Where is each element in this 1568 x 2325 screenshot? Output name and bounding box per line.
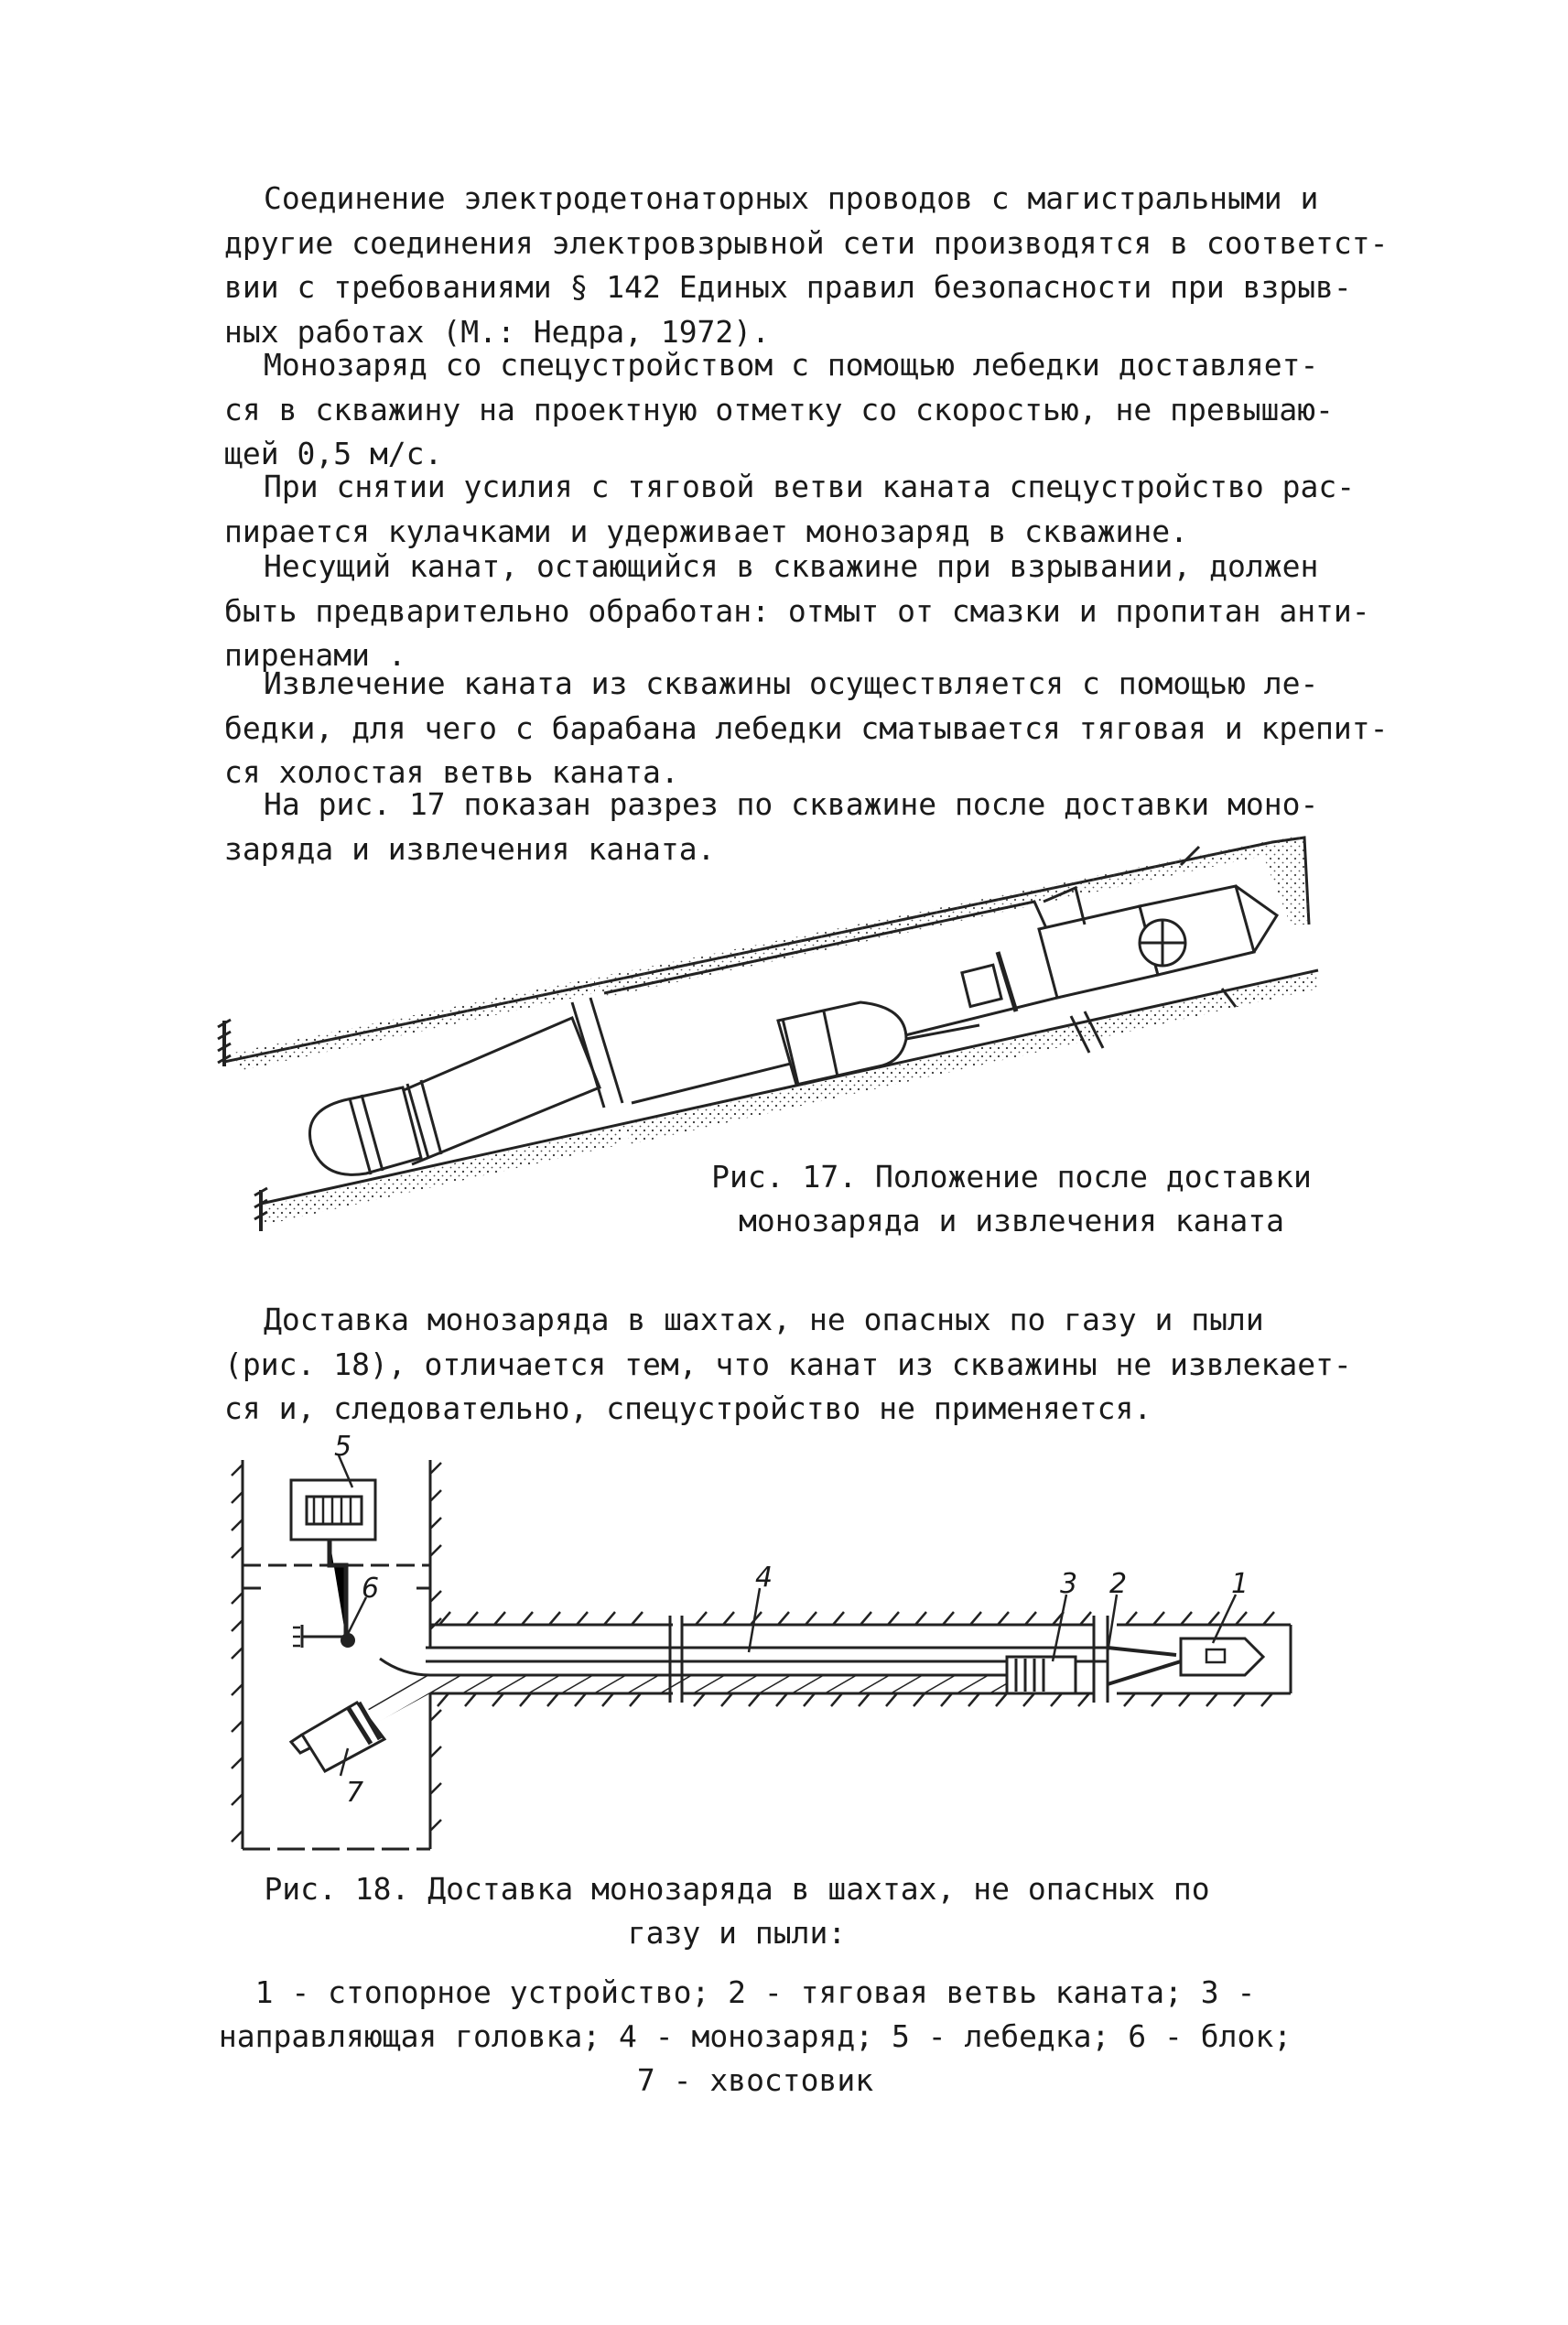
text-line: пиренами .: [224, 637, 406, 673]
text-line: ся и, следовательно, спецустройство не применяется.: [224, 1390, 1152, 1426]
text-line: ся в скважину на проектную отметку со скоростью, не превышаю-: [224, 391, 1334, 427]
fig18-legend-line2: направляющая головка; 4 - монозаряд; 5 - лебедка; 6 - блок;: [218, 2018, 1292, 2054]
text-line: Монозаряд со спецустройством с помощью лебедки доставляет-: [264, 347, 1319, 383]
text-line: (рис. 18), отличается тем, что канат из скважины не извлекает-: [224, 1346, 1352, 1382]
text-line: заряда и извлечения каната.: [224, 830, 716, 867]
text-line: Доставка монозаряда в шахтах, не опасных по газу и пыли: [264, 1302, 1264, 1337]
fig17-caption-line2: монозаряда и извлечения каната: [738, 1203, 1285, 1238]
text-line: ных работах (М.: Недра, 1972).: [224, 313, 771, 350]
label-6: 6: [362, 1573, 380, 1605]
fig18-caption-line2: газу и пыли:: [627, 1915, 847, 1951]
text-line: Несущий канат, остающийся в скважине при взрывании, должен: [264, 548, 1319, 584]
label-4: 4: [755, 1562, 773, 1594]
text-line: щей 0,5 м/с.: [224, 436, 443, 471]
text-line: другие соединения электровзрывной сети производятся в соответст-: [224, 224, 1389, 261]
label-1: 1: [1231, 1568, 1249, 1600]
text-line: При снятии усилия с тяговой ветви каната спецустройство рас-: [264, 469, 1356, 504]
label-2: 2: [1109, 1568, 1128, 1600]
text-line: Соединение электродетонаторных проводов с магистральными и: [264, 180, 1319, 216]
fig18-legend-line3: 7 - хвостовик: [636, 2062, 874, 2098]
text-line: бедки, для чего с барабана лебедки сматывается тяговая и крепит-: [224, 709, 1389, 746]
label-3: 3: [1060, 1568, 1078, 1600]
fig18-caption-line1: Рис. 18. Доставка монозаряда в шахтах, не опасных по: [264, 1871, 1210, 1907]
text-line: пирается кулачками и удерживает монозаряд в скважине.: [224, 513, 1188, 549]
text-line: На рис. 17 показан разрез по скважине после доставки моно-: [264, 786, 1319, 822]
text-line: ся холостая ветвь каната.: [224, 754, 679, 790]
fig17-caption-line1: Рис. 17. Положение после доставки: [711, 1159, 1312, 1195]
text-line: вии с требованиями § 142 Единых правил безопасности при взрыв-: [224, 269, 1352, 305]
label-5: 5: [334, 1431, 352, 1463]
fig18-legend: [197, 1971, 1314, 2103]
fig18-legend-line1: 1 - стопорное устройство; 2 - тяговая ветвь каната; 3 -: [254, 1974, 1256, 2010]
text-line: Извлечение каната из скважины осуществляется с помощью ле-: [264, 665, 1319, 701]
label-7: 7: [346, 1777, 364, 1809]
text-line: быть предварительно обработан: отмыт от смазки и пропитан анти-: [224, 592, 1370, 629]
fig18-caption: [224, 1867, 1249, 1955]
